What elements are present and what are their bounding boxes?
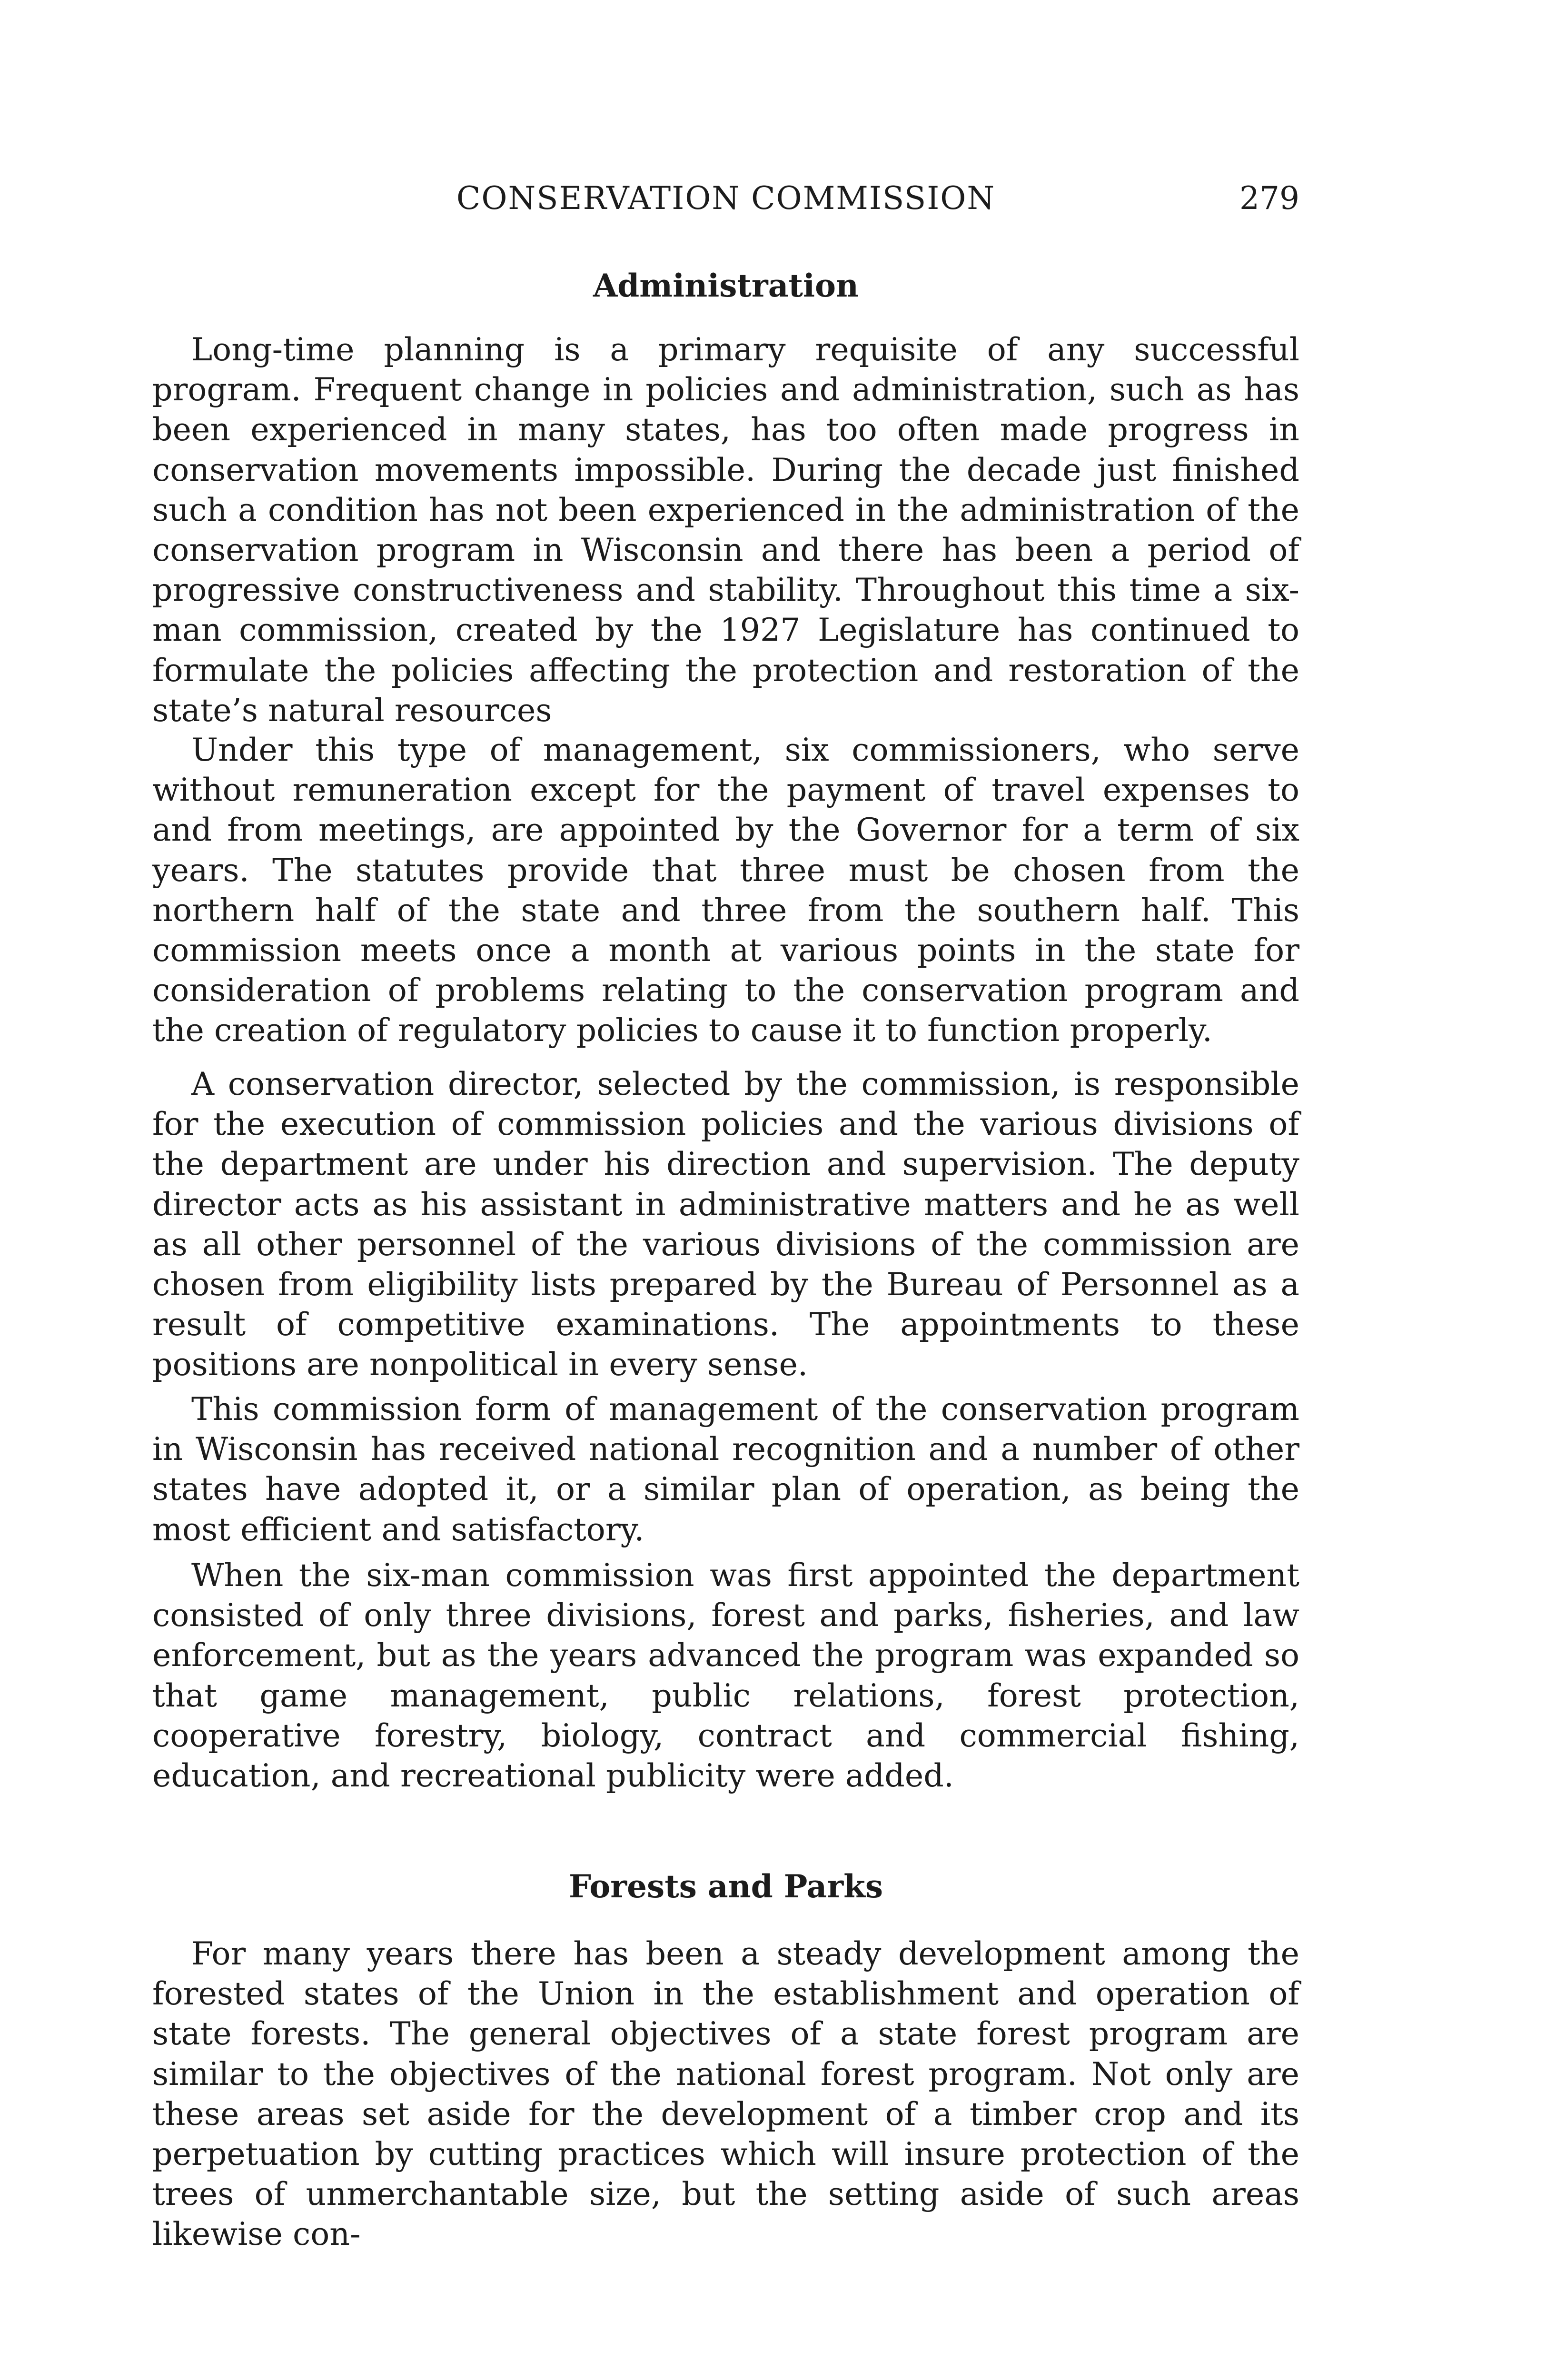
paragraph-administration-5: When the six-man commission was first appointed the department consisted of only three divisions, forest and parks, fisheries, and law enforcement, but as the years advanced the program was expanded so that game management, public relations, forest protection, cooperative forestry, biology, contract and commercial fishing, education, and recreational publicity were added. <box>152 1557 1299 1795</box>
paragraph-administration-1: Long-time planning is a primary requisite of any successful program. Frequent change in policies and administration, such as has been experienced in many states, has too often made progress in conservation movements impossible. During the decade just finished such a condition has not been experienced in the administration of the conservation program in Wisconsin and there has been a period of progressive constructiveness and stability. Throughout this time a six-man commission, created by the 1927 Legislature has continued to formulate the policies affecting the protection and restoration of the state’s natural resources <box>152 331 1299 729</box>
section-heading-forests-and-parks: Forests and Parks <box>569 1868 883 1905</box>
paragraph-administration-4: This commission form of management of the conservation program in Wisconsin has received national recognition and a number of other states have adopted it, or a similar plan of operation, as being the most efficient and satisfactory. <box>152 1390 1299 1548</box>
paragraph-administration-3: A conservation director, selected by the commission, is responsible for the execution of commission policies and the various divisions of the department are under his direction and supervision. The deputy director acts as his assistant in administrative matters and he as well as all other personnel of the various divisions of the commission are chosen from eligibility lists prepared by the Bureau of Personnel as a result of competitive examinations. The appointments to these positions are nonpolitical in every sense. <box>152 1065 1299 1383</box>
page-header <box>152 177 1299 220</box>
paragraph-administration-2: Under this type of management, six commissioners, who serve without remuneration except for the payment of travel expenses to and from meetings, are appointed by the Governor for a term of six years. The statutes provide that three must be chosen from the northern half of the state and three from the southern half. This commission meets once a month at various points in the state for consideration of problems relating to the conservation program and the creation of regulatory policies to cause it to function properly. <box>152 731 1299 1049</box>
paragraph-forests-1: For many years there has been a steady development among the forested states of the Union in the establishment and operation of state forests. The general objectives of a state forest program are similar to the objectives of the national forest program. Not only are these areas set aside for the development of a timber crop and its perpetuation by cutting practices which will insure protection of the trees of unmerchantable size, but the setting aside of such areas likewise con- <box>152 1935 1299 2253</box>
running-title: CONSERVATION COMMISSION <box>456 180 996 217</box>
page-number: 279 <box>1239 180 1299 217</box>
section-heading-administration: Administration <box>593 267 859 304</box>
